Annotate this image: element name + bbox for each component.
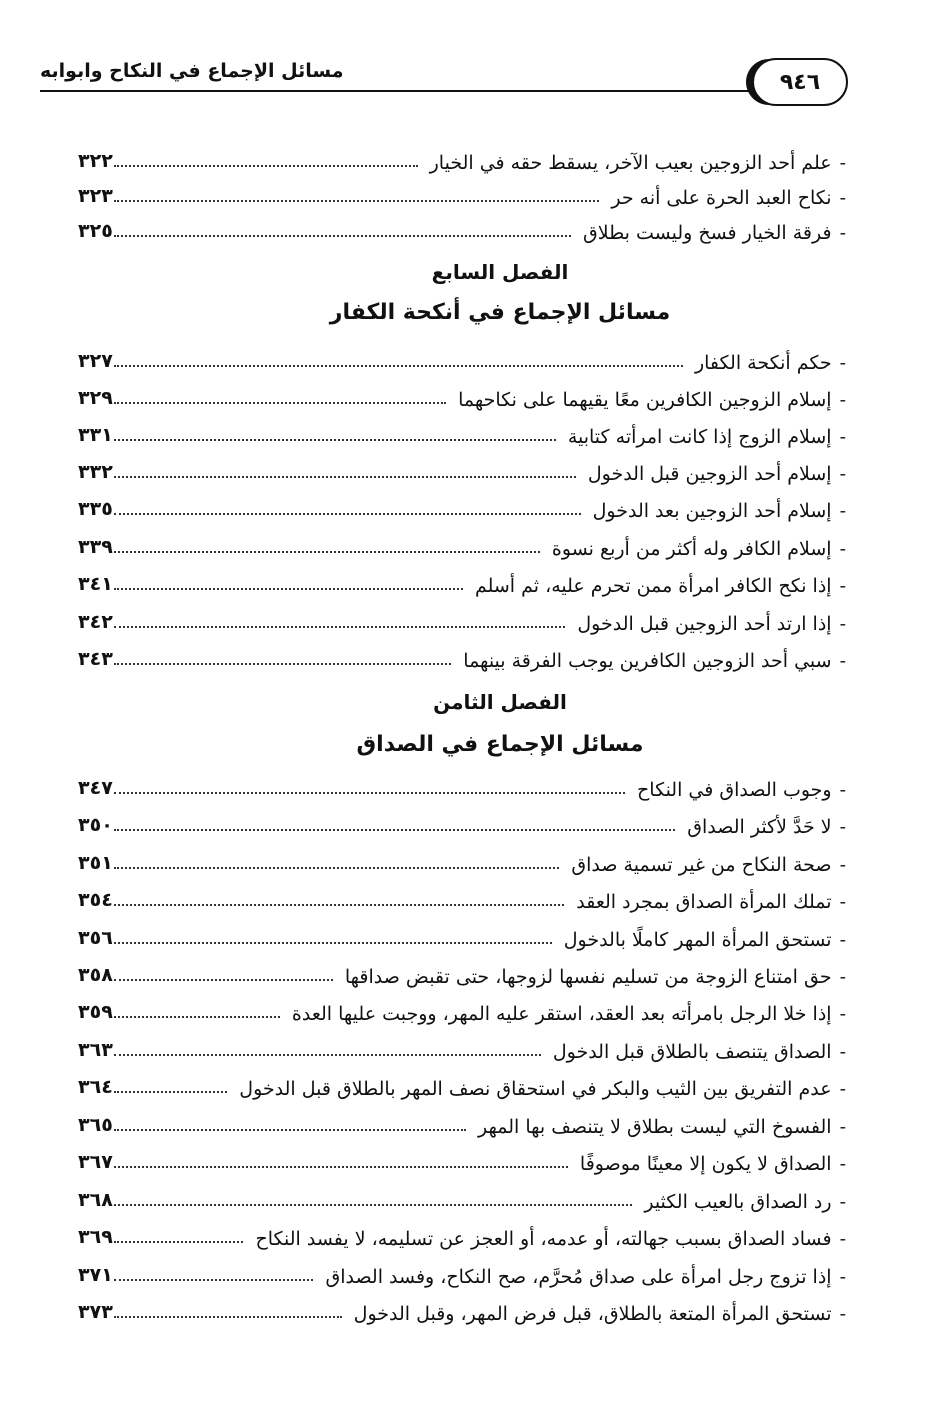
toc-entry: [78, 1216, 846, 1250]
entry-title: إسلام الزوج إذا كانت امرأته كتابية: [567, 426, 832, 448]
dot-leader: [114, 829, 675, 831]
entry-dash: -: [839, 816, 846, 838]
entry-title: إسلام أحد الزوجين بعد الدخول: [592, 500, 832, 522]
toc-entry: [78, 140, 846, 174]
entry-page: ٣٣٢: [78, 461, 113, 483]
entry-title: إسلام الزوجين الكافرين معًا يقيهما على نكاحهما: [458, 389, 832, 411]
entry-title: سبي أحد الزوجين الكافرين يوجب الفرقة بينهما: [463, 650, 832, 672]
toc-entry: [78, 377, 846, 411]
entry-page: ٣٦٤: [78, 1076, 113, 1098]
toc-entry: [78, 488, 846, 522]
dot-leader: [114, 1166, 568, 1168]
toc-entry: [78, 1104, 846, 1138]
dot-leader: [114, 1129, 466, 1131]
dot-leader: [114, 663, 451, 665]
dot-leader: [114, 402, 446, 404]
dot-leader: [114, 588, 463, 590]
dot-leader: [114, 439, 556, 441]
toc-entry: [78, 210, 846, 244]
toc-entry: [78, 175, 846, 209]
entry-page: ٣٤٣: [78, 648, 113, 670]
toc-entry: [78, 638, 846, 672]
entry-page: ٣٢٧: [78, 350, 113, 372]
entry-page: ٣٦٥: [78, 1114, 113, 1136]
entry-dash: -: [839, 1266, 846, 1288]
toc-entry: [78, 563, 846, 597]
dot-leader: [114, 867, 559, 869]
chapter-title: مسائل الإجماع في الصداق: [356, 732, 644, 757]
entry-page: ٣٥١: [78, 852, 113, 874]
toc-entry: [78, 414, 846, 448]
entry-dash: -: [839, 500, 846, 522]
entry-title: حكم أنكحة الكفار: [694, 352, 832, 374]
entry-page: ٣٣١: [78, 424, 113, 446]
entry-page: ٣٥٨: [78, 964, 113, 986]
chapter-label: الفصل السابع: [431, 260, 569, 284]
entry-title: تملك المرأة الصداق بمجرد العقد: [576, 891, 832, 913]
running-title: مسائل الإجماع في النكاح وابوابه: [40, 60, 344, 82]
dot-leader: [114, 792, 625, 794]
toc-entry: [78, 1254, 846, 1288]
entry-title: إذا نكح الكافر امرأة ممن تحرم عليه، ثم أسلم: [474, 575, 832, 597]
entry-title: فرقة الخيار فسخ وليست بطلاق: [583, 222, 832, 244]
toc-entry: [78, 340, 846, 374]
dot-leader: [114, 1279, 313, 1281]
entry-page: ٣٥٤: [78, 889, 113, 911]
dot-leader: [114, 1016, 280, 1018]
entry-dash: -: [839, 1153, 846, 1175]
dot-leader: [114, 200, 599, 202]
toc-entry: [78, 601, 846, 635]
dot-leader: [114, 165, 418, 167]
entry-dash: -: [839, 352, 846, 374]
entry-dash: -: [839, 575, 846, 597]
toc-entry: [78, 1291, 846, 1325]
dot-leader: [114, 979, 333, 981]
toc-entry: [78, 1066, 846, 1100]
dot-leader: [114, 1204, 632, 1206]
toc-entry: [78, 954, 846, 988]
entry-page: ٣٧١: [78, 1264, 113, 1286]
entry-page: ٣٣٥: [78, 498, 113, 520]
entry-page: ٣٦٨: [78, 1189, 113, 1211]
entry-dash: -: [839, 1303, 846, 1325]
page-number-badge: ٩٤٦: [752, 58, 848, 106]
entry-title: الصداق يتنصف بالطلاق قبل الدخول: [552, 1041, 832, 1063]
entry-dash: -: [839, 613, 846, 635]
entry-title: عدم التفريق بين الثيب والبكر في استحقاق نصف المهر بالطلاق قبل الدخول: [239, 1078, 832, 1100]
entry-dash: -: [839, 152, 846, 174]
toc-entry: [78, 1141, 846, 1175]
entry-page: ٣٥٦: [78, 927, 113, 949]
toc-entry: [78, 991, 846, 1025]
entry-title: الفسوخ التي ليست بطلاق لا يتنصف بها المهر: [478, 1116, 832, 1138]
entry-title: إذا خلا الرجل بامرأته بعد العقد، استقر عليه المهر، ووجبت عليها العدة: [291, 1003, 832, 1025]
entry-dash: -: [839, 187, 846, 209]
entry-dash: -: [839, 891, 846, 913]
entry-title: إذا تزوج رجل امرأة على صداق مُحرَّم، صح النكاح، وفسد الصداق: [325, 1266, 832, 1288]
entry-title: إذا ارتد أحد الزوجين قبل الدخول: [577, 613, 832, 635]
entry-title: وجوب الصداق في النكاح: [637, 779, 832, 801]
entry-page: ٣٧٣: [78, 1301, 113, 1323]
entry-dash: -: [839, 1041, 846, 1063]
dot-leader: [114, 476, 576, 478]
entry-page: ٣٤٧: [78, 777, 113, 799]
entry-page: ٣٦٣: [78, 1039, 113, 1061]
entry-title: إسلام الكافر وله أكثر من أربع نسوة: [551, 538, 832, 560]
dot-leader: [114, 365, 683, 367]
entry-title: لا حَدَّ لأكثر الصداق: [687, 816, 832, 838]
entry-title: إسلام أحد الزوجين قبل الدخول: [587, 463, 832, 485]
toc-entry: [78, 1029, 846, 1063]
entry-page: ٣٢٥: [78, 220, 113, 242]
toc-entry: [78, 842, 846, 876]
toc-entry: [78, 804, 846, 838]
entry-title: رد الصداق بالعيب الكثير: [644, 1191, 832, 1213]
entry-page: ٣٦٧: [78, 1151, 113, 1173]
toc-entry: [78, 526, 846, 560]
entry-page: ٣٢٢: [78, 150, 113, 172]
entry-page: ٣٢٩: [78, 387, 113, 409]
dot-leader: [114, 942, 552, 944]
dot-leader: [114, 904, 564, 906]
entry-dash: -: [839, 1228, 846, 1250]
entry-dash: -: [839, 538, 846, 560]
entry-dash: -: [839, 929, 846, 951]
entry-title: صحة النكاح من غير تسمية صداق: [571, 854, 832, 876]
entry-title: تستحق المرأة المتعة بالطلاق، قبل فرض المهر، وقبل الدخول: [353, 1303, 832, 1325]
toc-entry: [78, 879, 846, 913]
dot-leader: [114, 1316, 342, 1318]
entry-title: الصداق لا يكون إلا معينًا موصوفًا: [579, 1153, 832, 1175]
entry-dash: -: [839, 779, 846, 801]
entry-page: ٣٥٠: [78, 814, 113, 836]
entry-page: ٣٣٩: [78, 536, 113, 558]
entry-dash: -: [839, 426, 846, 448]
dot-leader: [114, 1054, 541, 1056]
entry-dash: -: [839, 1191, 846, 1213]
entry-dash: -: [839, 389, 846, 411]
entry-dash: -: [839, 966, 846, 988]
dot-leader: [114, 626, 565, 628]
entry-dash: -: [839, 1003, 846, 1025]
toc-entry: [78, 917, 846, 951]
header-rule: [40, 90, 770, 92]
entry-page: ٣٥٩: [78, 1001, 113, 1023]
entry-dash: -: [839, 222, 846, 244]
entry-page: ٣٤٢: [78, 611, 113, 633]
entry-dash: -: [839, 650, 846, 672]
entry-dash: -: [839, 854, 846, 876]
dot-leader: [114, 513, 581, 515]
dot-leader: [114, 235, 571, 237]
entry-dash: -: [839, 1116, 846, 1138]
entry-dash: -: [839, 1078, 846, 1100]
chapter-title: مسائل الإجماع في أنكحة الكفار: [329, 300, 671, 325]
entry-title: فساد الصداق بسبب جهالته، أو عدمه، أو العجز عن تسليمه، لا يفسد النكاح: [255, 1228, 832, 1250]
entry-title: علم أحد الزوجين بعيب الآخر، يسقط حقه في الخيار: [429, 152, 832, 174]
entry-title: حق امتناع الزوجة من تسليم نفسها لزوجها، حتى تقبض صداقها: [344, 966, 832, 988]
entry-title: نكاح العبد الحرة على أنه حر: [611, 187, 832, 209]
dot-leader: [114, 551, 540, 553]
toc-entry: [78, 451, 846, 485]
chapter-label: الفصل الثامن: [433, 690, 567, 714]
entry-page: ٣٤١: [78, 573, 113, 595]
entry-dash: -: [839, 463, 846, 485]
entry-page: ٣٦٩: [78, 1226, 113, 1248]
entry-page: ٣٢٣: [78, 185, 113, 207]
toc-entry: [78, 767, 846, 801]
entry-title: تستحق المرأة المهر كاملًا بالدخول: [563, 929, 832, 951]
toc-entry: [78, 1179, 846, 1213]
